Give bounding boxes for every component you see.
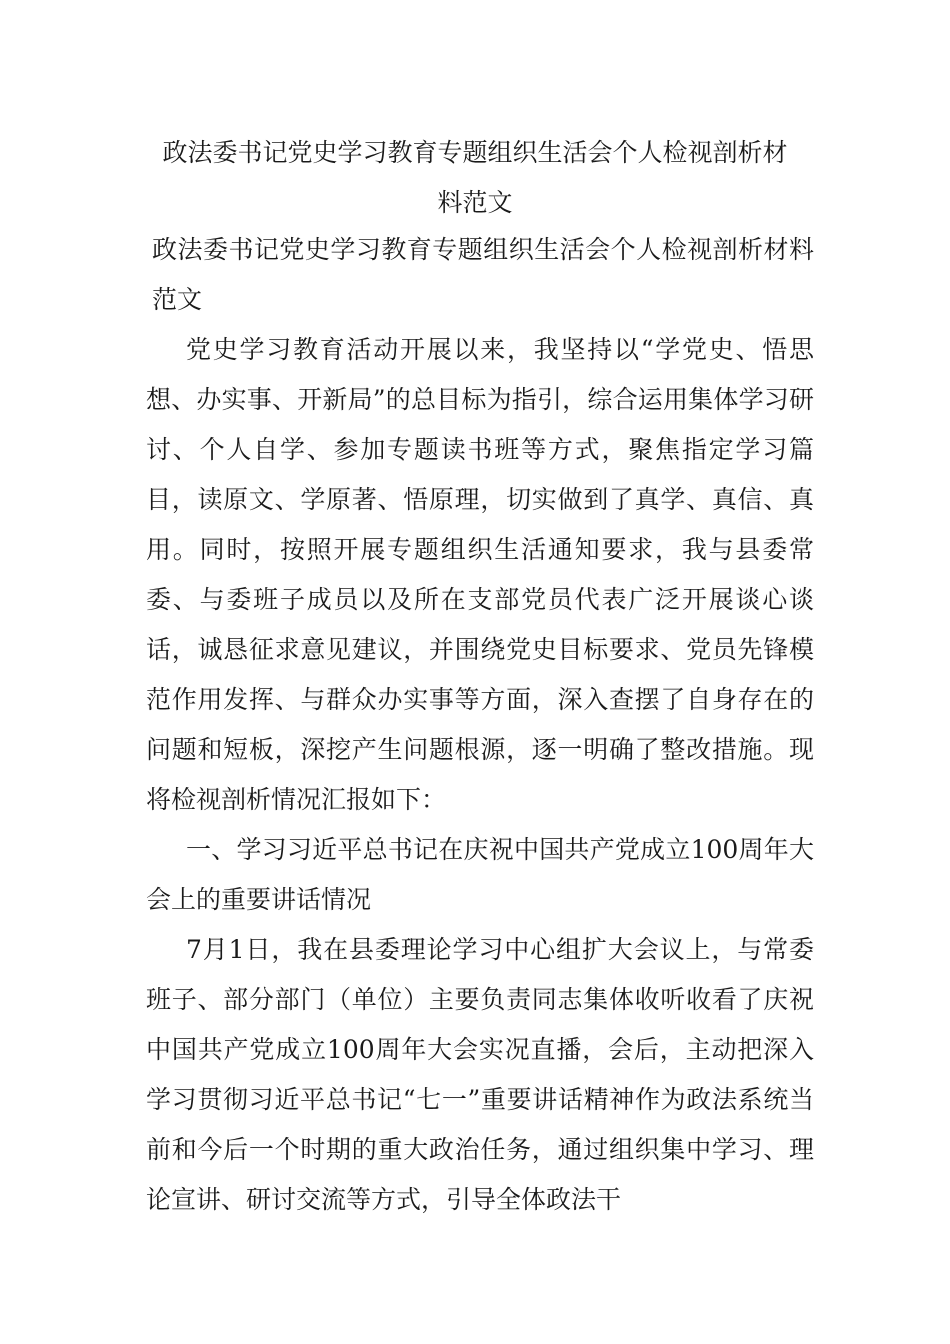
paragraph-section-1: 7月1日，我在县委理论学习中心组扩大会议上，与常委班子、部分部门（单位）主要负责同志集体收听收看了庆祝中国共产党成立100周年大会实况直播，会后，主动把深入学习贯彻习近平总书记“七一”重要讲话精神作为政法系统当前和今后一个时期的重大政治任务，通过组织集中学习、理论宣讲、研讨交流等方式，引导全体政法干 — [146, 935, 814, 1214]
document-subtitle: 政法委书记党史学习教育专题组织生活会个人检视剖析材料范文 — [152, 235, 814, 314]
section-heading-1: 一、学习习近平总书记在庆祝中国共产党成立100周年大会上的重要讲话情况 — [146, 835, 814, 914]
document-title-line-1: 政法委书记党史学习教育专题组织生活会个人检视剖析材 — [162, 138, 788, 167]
document-title-line-2: 料范文 — [437, 188, 513, 217]
paragraph-intro: 党史学习教育活动开展以来，我坚持以“学党史、悟思想、办实事、开新局”的总目标为指引，综合运用集体学习研讨、个人自学、参加专题读书班等方式，聚焦指定学习篇目，读原文、学原著、悟原理，切实做到了真学、真信、真用。同时，按照开展专题组织生活通知要求，我与县委常委、与委班子成员以及所在支部党员代表广泛开展谈心谈话，诚恳征求意见建议，并围绕党史目标要求、党员先锋模范作用发挥、与群众办实事等方面，深入查摆了自身存在的问题和短板，深挖产生问题根源，逐一明确了整改措施。现将检视剖析情况汇报如下： — [146, 335, 814, 814]
document-body — [146, 225, 814, 1225]
